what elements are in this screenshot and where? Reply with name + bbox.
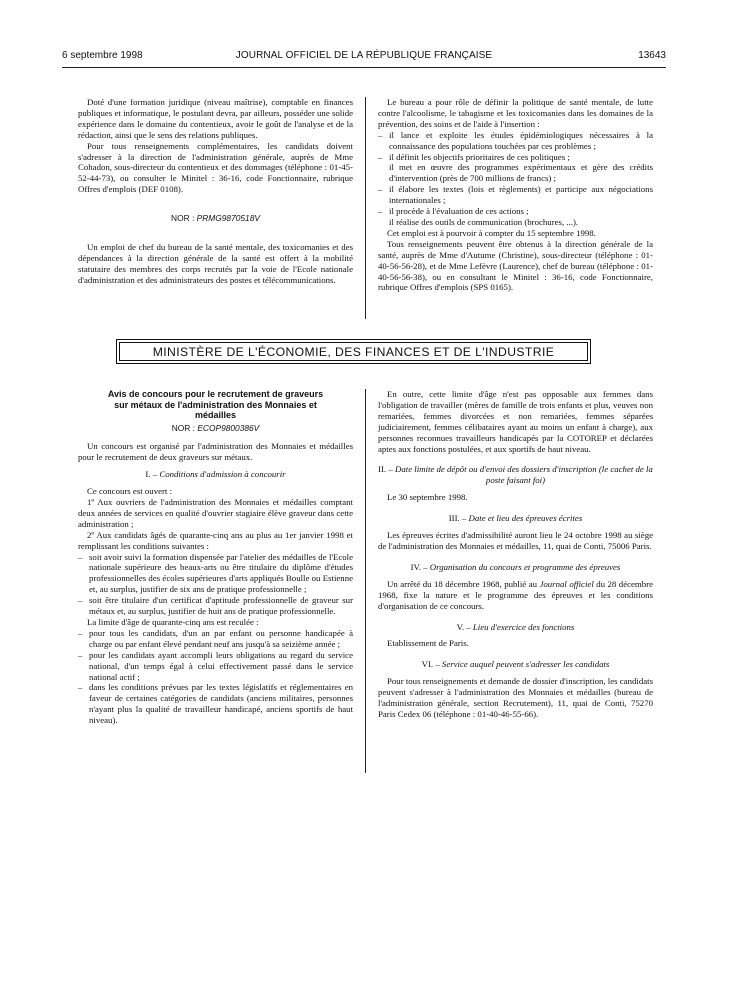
list-item: – dans les conditions prévues par les textes législatifs et réglementaires en faveur de certaines catégories de candidats (anciens militaires, personnes n'ayant plus la qualité de travailleur handicapé, anciens sportifs de haut niveau).: [78, 682, 353, 726]
section-heading: V. – Lieu d'exercice des fonctions: [456, 621, 575, 632]
paragraph: Les épreuves écrites d'admissibilité auront lieu le 24 octobre 1998 au siège de l'administration des Monnaies et médailles, 11, quai de Conti, 75006 Paris.: [378, 530, 653, 551]
journal-title: JOURNAL OFFICIEL DE LA RÉPUBLIQUE FRANÇAISE: [235, 50, 493, 61]
list-item: – soit être titulaire d'un certificat d'aptitude professionnelle de graveur sur métaux et, au surplus, justifier de huit ans de pratique professionnelle.: [78, 595, 353, 617]
list-item: – il élabore les textes (lois et règlements) et participe aux négociations internationales ;: [378, 184, 653, 206]
column-divider: [365, 389, 366, 773]
page-header: [62, 50, 666, 64]
paragraph: La limite d'âge de quarante-cinq ans est reculée :: [87, 617, 259, 627]
paragraph: Ce concours est ouvert :: [87, 486, 173, 497]
paragraph: Pour tous renseignements complémentaires, les candidats doivent s'adresser à la direction de l'administration générale, auprès de Mme Cohadon, sous-directeur du contentieux et des dommages (téléphone : 01-45-52-44-73), ou consulter le Minitel : 36-16, code Fonctionnaire, rubrique Offres d'emplois (DEF 0108).: [78, 140, 353, 195]
nor-code: ECOP9800386V: [197, 422, 260, 433]
right-top-column: [378, 97, 653, 293]
paragraph: 2º Aux candidats âgés de quarante-cinq ans au plus au 1er janvier 1998 et remplissant les conditions suivantes :: [78, 529, 353, 551]
ministry-banner: [116, 339, 591, 364]
left-top-column: [78, 97, 353, 286]
journal-officiel-italic: Journal officiel: [539, 578, 594, 589]
paragraph: Doté d'une formation juridique (niveau maîtrise), comptable en finances publiques et informatique, le postulant devra, par ailleurs, posséder une solide expérience dans le domaine du contentieux, avoir le goût de l'analyse et de la rédaction, ainsi que le sens des relations publiques.: [78, 97, 353, 140]
list-item: – soit avoir suivi la formation dispensée par l'atelier des médailles de l'Ecole nationale supérieure des beaux-arts ou être titulaire du diplôme d'études professionnelles des écoles supérieures d'arts appliqués Boulle ou Estienne et, au surplus, justifier de six ans de pratique professionnelle ;: [78, 551, 353, 595]
section-heading: II. – Date limite de dépôt ou d'envoi des dossiers d'inscription (le cachet de la poste faisant foi): [378, 464, 653, 486]
paragraph: En outre, cette limite d'âge n'est pas opposable aux femmes dans l'obligation de travailler (mères de famille de trois enfants et plus, veuves non remariées, femmes divorcées et non remariées, femmes séparées judiciairement, femmes célibataires ayant au moins un enfant à charge), aux personnes reconnues travailleurs handicapés par la COTOREP et déclarées aptes aux fonctions postulées, et aux sportifs de haut niveau.: [378, 389, 653, 454]
header-date: 6 septembre 1998: [62, 50, 143, 61]
paragraph: Etablissement de Paris.: [387, 638, 469, 649]
paragraph: Le bureau a pour rôle de définir la politique de santé mentale, de lutte contre l'alcoolisme, le tabagisme et les toxicomanies dans les domaines de la prévention, des soins et de l'aide à l'insertion :: [378, 97, 653, 129]
list-item: – pour les candidats ayant accompli leurs obligations au regard du service national, d'un temps égal à celui effectivement passé dans le service national actif ;: [78, 649, 353, 682]
section-heading: IV. – Organisation du concours et programme des épreuves: [410, 561, 621, 572]
notice-title: Avis de concours pour le recrutement de graveurs sur métaux de l'administration des Monnaies et médailles: [107, 389, 324, 420]
paragraph: Cet emploi est à pourvoir à compter du 15 septembre 1998.: [387, 227, 596, 238]
list-item: – pour tous les candidats, d'un an par enfant ou personne handicapée à charge ou par enfant élevé pendant neuf ans jusqu'à sa seizième année ;: [78, 627, 353, 649]
nor-reference: [78, 423, 353, 434]
paragraph: Pour tous renseignements et demande de dossier d'inscription, les candidats peuvent s'adresser à l'administration des Monnaies et médailles (bureau de l'administration générale, section Recrutement), 11, quai de Conti, 75270 Paris Cedex 06 (téléphone : 01-40-46-55-66).: [378, 676, 653, 719]
section-heading: VI. – Service auquel peuvent s'adresser les candidats: [421, 659, 610, 670]
paragraph: Un emploi de chef du bureau de la santé mentale, des toxicomanies et des dépendances à la direction générale de la santé est offert à la mobilité statutaire des membres des corps recrutés par la voie de l'Ecole nationale d'administration et des administrateurs des postes et télécommunications.: [78, 242, 353, 285]
left-bottom-column: [78, 389, 353, 726]
nor-reference: [78, 213, 353, 224]
column-divider: [365, 97, 366, 319]
nor-label: NOR :: [171, 422, 198, 433]
list-item: – il définit les objectifs prioritaires de ces politiques ;: [378, 151, 570, 162]
page-number: 13643: [638, 50, 666, 61]
paragraph: Un concours est organisé par l'administration des Monnaies et médailles pour le recrutement de deux graveurs sur métaux.: [78, 441, 353, 463]
ministry-title: MINISTÈRE DE L'ÉCONOMIE, DES FINANCES ET DE L'INDUSTRIE: [152, 345, 555, 359]
paragraph: Un arrêté du 18 décembre 1968, publié au Journal officiel du 28 décembre 1968, fixe la nature et le programme des épreuves et les conditions d'organisation de ce concours.: [378, 578, 653, 611]
section-heading: I. – Conditions d'admission à concourir: [145, 469, 286, 480]
paragraph: Tous renseignements peuvent être obtenus à la direction générale de la santé, auprès de Mme d'Autume (Christine), sous-directeur (téléphone : 01-40-56-56-28), et de Mme Lefèvre (Laurence), chef de bureau (téléphone : 01-40-56-56-38), ou en consultant le Minitel : 36-16, code Fonctionnaire, rubrique Offres d'emplois (SPS 0165).: [378, 238, 653, 293]
list-item-continued: il réalise des outils de communication (brochures, ...).: [389, 216, 579, 227]
paragraph: 1º Aux ouvriers de l'administration des Monnaies et médailles comptant deux années de services en qualité d'ouvrier stagiaire élève graveur dans cette administration ;: [78, 497, 353, 529]
list-item: – il procède à l'évaluation de ces actions ;: [378, 206, 529, 217]
section-heading: III. – Date et lieu des épreuves écrites: [448, 513, 583, 524]
paragraph: Le 30 septembre 1998.: [387, 492, 468, 503]
list-item: – il lance et exploite les études épidémiologiques nécessaires à la connaissance des populations touchées par ces problèmes ;: [378, 129, 653, 151]
right-bottom-column: [378, 389, 653, 720]
header-rule: [62, 67, 666, 68]
nor-label: NOR :: [171, 213, 197, 224]
list-item-continued: il met en œuvre des programmes expérimentaux et gère des crédits d'intervention (près de 700 millions de francs) ;: [389, 162, 653, 184]
nor-code: PRMG9870518V: [196, 213, 260, 224]
